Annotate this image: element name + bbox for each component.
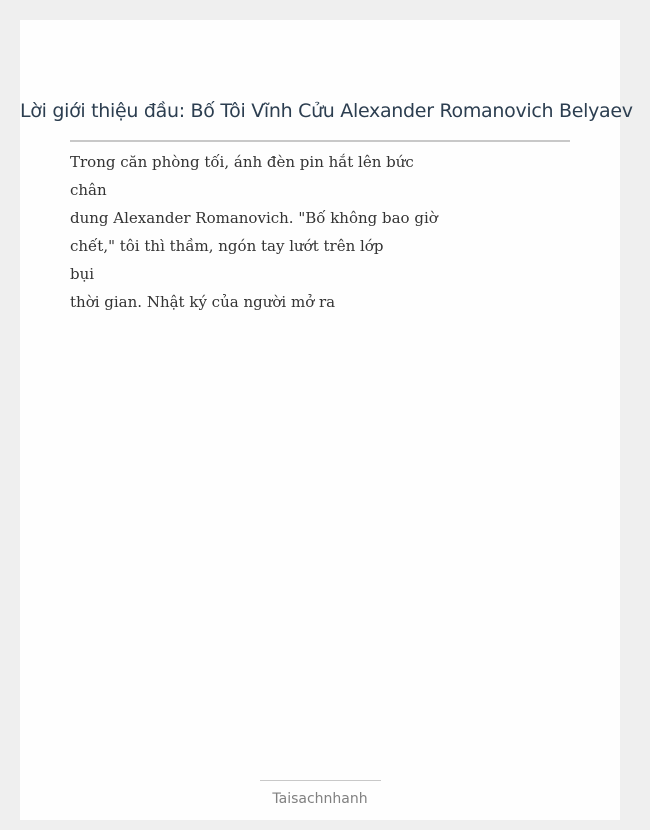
page-title: Lời giới thiệu đầu: Bố Tôi Vĩnh Cửu Alexander Romanovich Belyaev <box>20 100 633 122</box>
body-line: chân <box>70 181 107 199</box>
body-line: dung Alexander Romanovich. "Bố không bao giờ <box>70 209 438 227</box>
title-divider <box>70 140 570 142</box>
footer-divider <box>260 780 381 781</box>
body-line: chết," tôi thì thầm, ngón tay lướt trên lớp <box>70 237 384 255</box>
footer-site-name[interactable]: Taisachnhanh <box>272 791 368 807</box>
document-page <box>20 20 633 820</box>
body-line: thời gian. Nhật ký của người mở ra <box>70 293 336 311</box>
body-paragraph <box>70 148 438 316</box>
body-line: bụi <box>70 265 95 283</box>
body-line: Trong căn phòng tối, ánh đèn pin hắt lên bức <box>70 153 414 171</box>
